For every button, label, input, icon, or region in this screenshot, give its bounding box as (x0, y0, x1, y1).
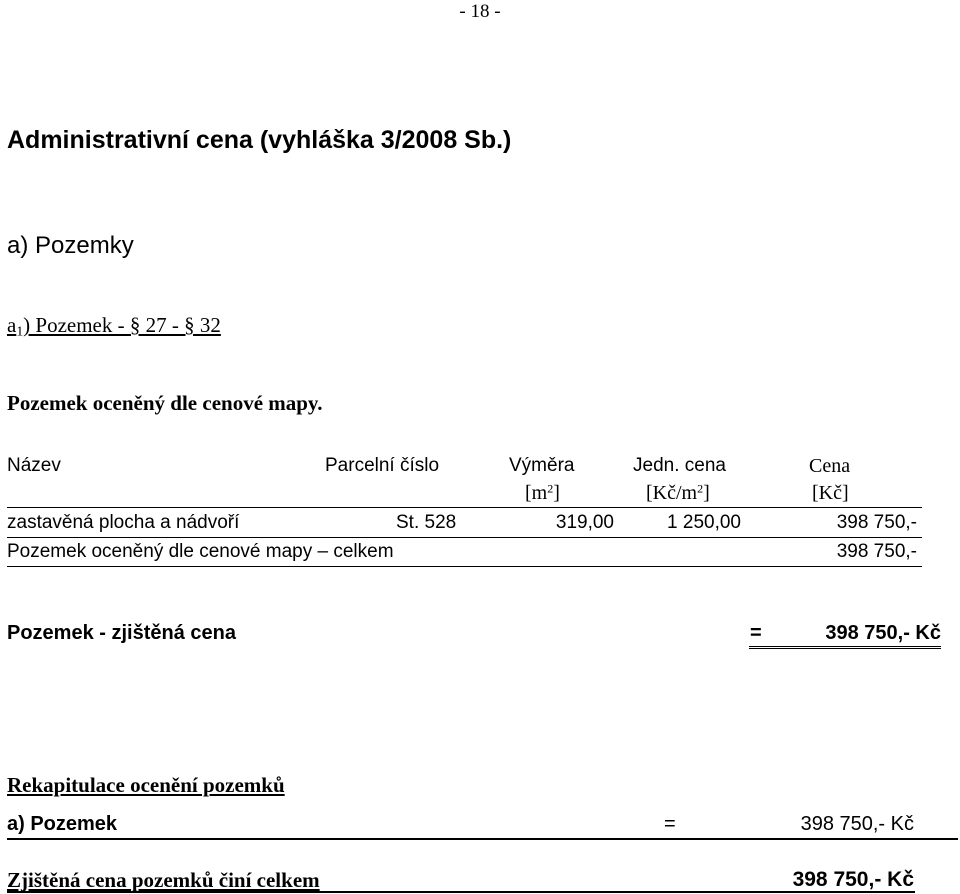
section-title: a) Pozemky (7, 232, 134, 259)
row-unit-price: 1 250,00 (667, 512, 741, 533)
recap-divider (7, 838, 958, 840)
total-divider (7, 566, 922, 567)
header-parcel: Parcelní číslo (325, 455, 440, 476)
area-unit-post: ] (553, 482, 560, 504)
header-price-unit: [Kč] (812, 482, 849, 504)
result-equals: = (750, 622, 762, 644)
total-label: Pozemek oceněný dle cenové mapy – celkem (7, 541, 394, 562)
recap-total-underline (7, 891, 915, 893)
recap-item-value: 398 750,- Kč (800, 813, 914, 835)
area-unit-sup: 2 (547, 481, 554, 496)
page-heading: Administrativní cena (vyhláška 3/2008 Sb.) (7, 126, 512, 154)
recap-item-equals: = (664, 813, 676, 835)
header-name: Název (7, 455, 61, 476)
subsection-subscript: 1 (16, 323, 24, 339)
header-area-unit (525, 482, 560, 505)
row-parcel: St. 528 (396, 512, 457, 533)
header-area: Výměra (509, 455, 575, 476)
result-value: 398 750,- Kč (825, 622, 941, 644)
area-unit-pre: [m (525, 482, 548, 504)
subsection-title (7, 313, 221, 338)
header-price: Cena (809, 455, 851, 477)
unit-price-unit-post: ] (703, 482, 710, 504)
recap-title: Rekapitulace ocenění pozemků (7, 773, 285, 797)
recap-total-value: 398 750,- Kč (792, 868, 914, 891)
page-number: - 18 - (459, 1, 501, 22)
subsection-rest: ) Pozemek - § 27 - § 32 (23, 313, 221, 337)
header-unit-price: Jedn. cena (633, 455, 726, 476)
recap-total-label: Zjištěná cena pozemků činí celkem (7, 868, 320, 892)
recap-item-label: a) Pozemek (7, 813, 118, 835)
row-name: zastavěná plocha a nádvoří (7, 512, 240, 533)
unit-price-unit-sup: 2 (697, 481, 704, 496)
result-label: Pozemek - zjištěná cena (7, 622, 236, 644)
valuation-method-note: Pozemek oceněný dle cenové mapy. (7, 391, 323, 415)
header-divider (7, 507, 922, 508)
row-area: 319,00 (555, 512, 614, 533)
row-price: 398 750,- (836, 512, 917, 533)
header-unit-price-unit (646, 482, 710, 505)
subsection-prefix: a (7, 313, 17, 337)
unit-price-unit-pre: [Kč/m (646, 482, 698, 504)
total-price: 398 750,- (836, 541, 917, 562)
row-divider (7, 537, 922, 538)
